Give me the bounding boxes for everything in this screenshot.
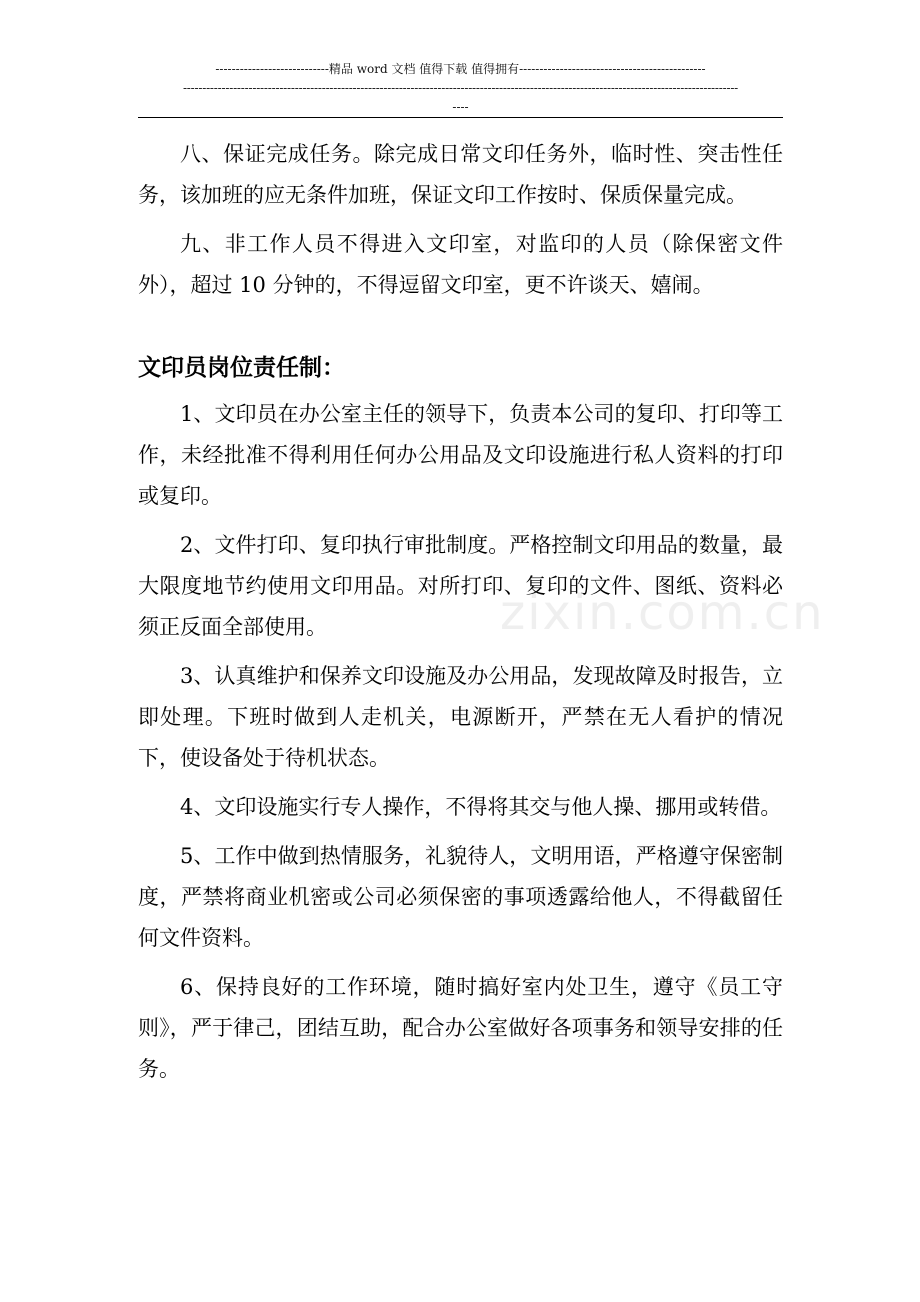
section-item-3: 3、认真维护和保养文印设施及办公用品，发现故障及时报告，立即处理。下班时做到人走机关，电源断开，严禁在无人看护的情况下，使设备处于待机状态。 — [138, 664, 783, 770]
paragraph-item-9: 九、非工作人员不得进入文印室，对监印的人员（除保密文件外），超过 10 分钟的，不得逗留文印室，更不许谈天、嬉闹。 — [138, 232, 783, 297]
section-item-2: 2、文件打印、复印执行审批制度。严格控制文印用品的数量，最大限度地节约使用文印用品。对所打印、复印的文件、图纸、资料必须正反面全部使用。 — [138, 533, 783, 639]
header-banner-text: ----------------------------精品 word 文档 值得下载 值得拥有---------------------------------------------- — [215, 62, 706, 76]
section-item-4: 4、文印设施实行专人操作，不得将其交与他人操、挪用或转借。 — [180, 795, 782, 819]
page-header — [138, 60, 783, 117]
header-rule — [138, 117, 783, 118]
document-body — [138, 134, 783, 1090]
watermark-logo: zixin.com.cn — [500, 585, 825, 641]
section-title: 文印员岗位责任制： — [138, 355, 345, 381]
paragraph-item-8: 八、保证完成任务。除完成日常文印任务外，临时性、突击性任务，该加班的应无条件加班，保证文印工作按时、保质保量完成。 — [138, 142, 783, 207]
section-item-5: 5、工作中做到热情服务，礼貌待人，文明用语，严格遵守保密制度，严禁将商业机密或公司必须保密的事项透露给他人，不得截留任何文件资料。 — [138, 844, 783, 950]
header-dash-line: ------------------------------------------------------------------------------------------------------------------------------------------------ — [182, 81, 739, 95]
section-item-1: 1、文印员在办公室主任的领导下，负责本公司的复印、打印等工作，未经批准不得利用任何办公用品及文印设施进行私人资料的打印或复印。 — [138, 402, 783, 508]
section-item-6: 6、保持良好的工作环境，随时搞好室内处卫生，遵守《员工守则》，严于律己，团结互助，配合办公室做好各项事务和领导安排的任务。 — [138, 975, 783, 1081]
header-dash-tail: ---- — [452, 100, 469, 114]
